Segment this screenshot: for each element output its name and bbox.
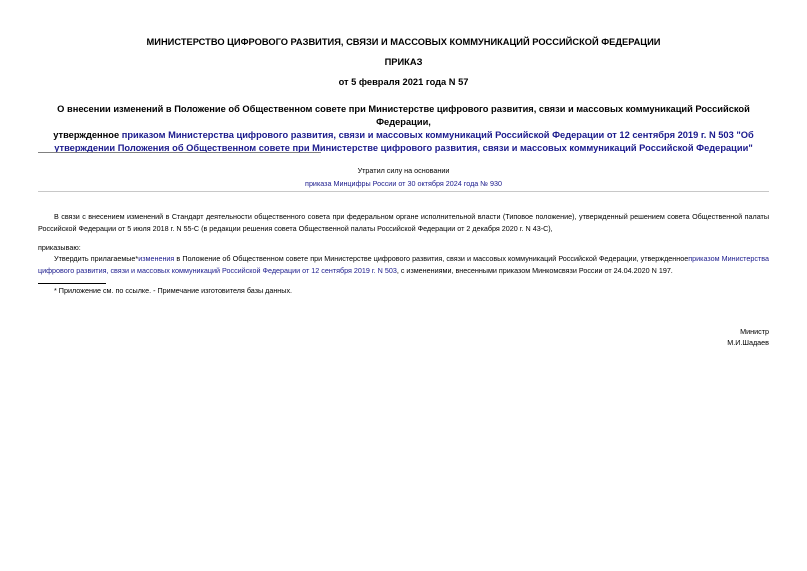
approve-paragraph xyxy=(38,253,769,276)
repealed-order-link[interactable]: приказа Минцифры России от 30 октября 2024 года № 930 xyxy=(305,179,502,188)
approve-text-b: в Положение об Общественном совете при Министерстве цифрового развития, связи и массовых коммуникаций Российской Федерации, утвержденное xyxy=(174,254,689,263)
order-word-paragraph: приказываю: xyxy=(38,243,81,252)
document-type-heading: ПРИКАЗ xyxy=(384,57,423,67)
order-503-link[interactable]: приказом Министерства цифрового развития, связи и массовых коммуникаций Российской Федерации от 12 сентября 2019 г. N 503 xyxy=(38,254,770,275)
approve-text-a: Утвердить прилагаемые* xyxy=(54,254,139,263)
approve-text-c: , с изменениями, внесенными приказом Минкомсвязи России от 24.04.2020 N 197. xyxy=(396,265,673,275)
changes-link[interactable]: изменения xyxy=(138,254,175,263)
title-line-1: О внесении изменений в Положение об Общественном совете при Министерстве цифрового развития, связи и массовых коммуникаций Российской Федерации, xyxy=(57,104,750,127)
footnote-divider xyxy=(38,283,106,284)
signer-name: М.И.Шадаев xyxy=(727,338,769,347)
divider-short xyxy=(38,152,321,153)
footnote-text: * Приложение см. по ссылке. - Примечание изготовителя базы данных. xyxy=(54,286,293,295)
repealed-status-note xyxy=(245,164,562,190)
title-line-2-prefix: утвержденное xyxy=(53,130,122,140)
order-date-number: от 5 февраля 2021 года N 57 xyxy=(338,77,469,87)
preamble-paragraph: В связи с внесением изменений в Стандарт деятельности общественного совета при федеральном органе исполнительной власти (Типовое положение), утвержденный решением совета Общественной палаты Российской Федерации от 5 июля 2018 г. N 55-С (в редакции решения совета Общественной палаты Российской Федерации от 2 декабря 2020 г. N 43-С), xyxy=(38,212,769,233)
divider-long xyxy=(38,191,769,192)
signer-position: Министр xyxy=(740,327,769,336)
ministry-heading: МИНИСТЕРСТВО ЦИФРОВОГО РАЗВИТИЯ, СВЯЗИ И МАССОВЫХ КОММУНИКАЦИЙ РОССИЙСКОЙ ФЕДЕРАЦИИ xyxy=(146,37,661,47)
document-title xyxy=(30,103,777,155)
repealed-label: Утратил силу на основании xyxy=(357,166,450,175)
title-order-link[interactable]: приказом Министерства цифрового развития, связи и массовых коммуникаций Российской Федерации от 12 сентября 2019 г. N 503 "Об утверждении Положения об Общественном совете при Министерстве цифрового развития, связи и массовых коммуникаций Российской Федерации" xyxy=(54,130,754,153)
